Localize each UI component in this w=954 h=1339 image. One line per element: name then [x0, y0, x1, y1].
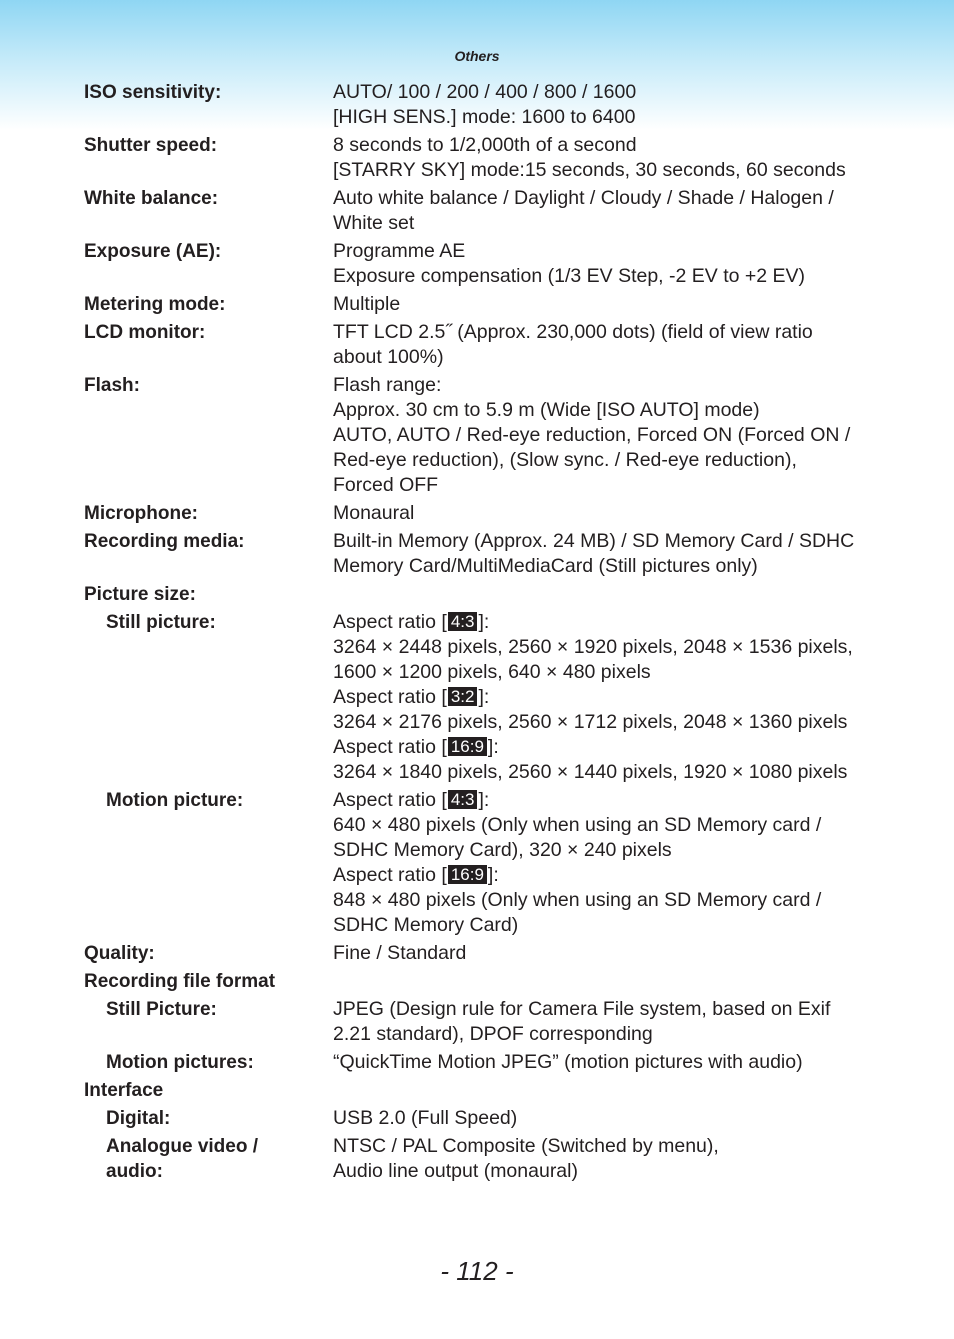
spec-label: Interface	[84, 1080, 164, 1101]
section-label: Others	[454, 48, 500, 64]
spec-value-line: Approx. 30 cm to 5.9 m (Wide [ISO AUTO] mode)	[333, 399, 760, 421]
spec-row	[84, 582, 884, 607]
spec-label: Recording media:	[84, 531, 245, 552]
spec-row	[84, 239, 884, 289]
spec-row	[84, 133, 884, 183]
aspect-ratio-icon: 3:2	[448, 687, 478, 706]
spec-row	[84, 529, 884, 579]
spec-value-line: [HIGH SENS.] mode: 1600 to 6400	[333, 106, 636, 128]
spec-label: Still Picture:	[106, 999, 217, 1020]
spec-value	[333, 133, 884, 183]
spec-value	[333, 610, 884, 785]
spec-label: Motion pictures:	[106, 1052, 254, 1073]
spec-value	[333, 1134, 884, 1184]
spec-value-line: AUTO/ 100 / 200 / 400 / 800 / 1600	[333, 81, 637, 103]
spec-label: LCD monitor:	[84, 322, 206, 343]
spec-label: ISO sensitivity:	[84, 82, 222, 103]
spec-value	[333, 582, 884, 607]
spec-value-line: 3264 × 1840 pixels, 2560 × 1440 pixels, 1920 × 1080 pixels	[333, 761, 848, 783]
spec-value	[333, 501, 884, 526]
spec-label: Quality:	[84, 943, 155, 964]
spec-value-line: 3264 × 2448 pixels, 2560 × 1920 pixels, 2048 × 1536 pixels,	[333, 636, 853, 658]
spec-value-line: Aspect ratio [ 16:9 ]:	[333, 864, 499, 886]
spec-label: Metering mode:	[84, 294, 226, 315]
spec-row	[84, 373, 884, 498]
spec-value-line: White set	[333, 212, 415, 234]
spec-value	[333, 529, 884, 579]
spec-label: Exposure (AE):	[84, 241, 222, 262]
spec-value-line: JPEG (Design rule for Camera File system, based on Exif	[333, 998, 831, 1020]
spec-value-line: Aspect ratio [ 4:3 ]:	[333, 789, 490, 811]
spec-value-line: Programme AE	[333, 240, 466, 262]
spec-row	[84, 1050, 884, 1075]
spec-value	[333, 1106, 884, 1131]
spec-row	[84, 292, 884, 317]
spec-value-line: Built-in Memory (Approx. 24 MB) / SD Memory Card / SDHC	[333, 530, 855, 552]
spec-row	[84, 1134, 884, 1184]
spec-row	[84, 1106, 884, 1131]
spec-row	[84, 1078, 884, 1103]
spec-value	[333, 80, 884, 130]
spec-value-line: Forced OFF	[333, 474, 439, 496]
spec-value-line: Memory Card/MultiMediaCard (Still pictures only)	[333, 555, 758, 577]
spec-row	[84, 80, 884, 130]
spec-row	[84, 969, 884, 994]
spec-value	[333, 1050, 884, 1075]
spec-label: Recording file format	[84, 971, 276, 992]
spec-label: Picture size:	[84, 584, 196, 605]
spec-value	[333, 788, 884, 938]
spec-value	[333, 969, 884, 994]
spec-value-line: Monaural	[333, 502, 415, 524]
spec-value-line: Aspect ratio [ 4:3 ]:	[333, 611, 490, 633]
spec-value-line: Aspect ratio [ 3:2 ]:	[333, 686, 490, 708]
spec-row	[84, 610, 884, 785]
spec-value-line: Flash range:	[333, 374, 442, 396]
spec-row	[84, 320, 884, 370]
spec-value-line: 848 × 480 pixels (Only when using an SD Memory card /	[333, 889, 822, 911]
spec-label: Microphone:	[84, 503, 198, 524]
spec-label: Analogue video / audio:	[106, 1136, 259, 1182]
spec-label: Still picture:	[106, 612, 216, 633]
aspect-ratio-icon: 16:9	[448, 737, 487, 756]
spec-value-line: Exposure compensation (1/3 EV Step, -2 EV to +2 EV)	[333, 265, 806, 287]
spec-row	[84, 997, 884, 1047]
spec-row	[84, 788, 884, 938]
spec-value	[333, 186, 884, 236]
spec-value-line: USB 2.0 (Full Speed)	[333, 1107, 518, 1129]
aspect-ratio-icon: 4:3	[448, 790, 478, 809]
spec-value-line: SDHC Memory Card), 320 × 240 pixels	[333, 839, 672, 861]
page-number: - 112 -	[440, 1256, 514, 1286]
spec-label: Flash:	[84, 375, 140, 396]
aspect-ratio-icon: 4:3	[448, 612, 478, 631]
spec-value-line: 2.21 standard), DPOF corresponding	[333, 1023, 653, 1045]
spec-value-line: about 100%)	[333, 346, 444, 368]
spec-value	[333, 1078, 884, 1103]
spec-value	[333, 373, 884, 498]
spec-value-line: SDHC Memory Card)	[333, 914, 519, 936]
spec-label: White balance:	[84, 188, 219, 209]
spec-list	[84, 80, 884, 1187]
spec-value	[333, 997, 884, 1047]
spec-value	[333, 239, 884, 289]
spec-value-line: Red-eye reduction), (Slow sync. / Red-eye reduction),	[333, 449, 797, 471]
spec-value-line: AUTO, AUTO / Red-eye reduction, Forced ON (Forced ON /	[333, 424, 851, 446]
spec-value-line: “QuickTime Motion JPEG” (motion pictures with audio)	[333, 1051, 803, 1073]
spec-value-line: Aspect ratio [ 16:9 ]:	[333, 736, 499, 758]
spec-value-line: 640 × 480 pixels (Only when using an SD Memory card /	[333, 814, 822, 836]
spec-row	[84, 941, 884, 966]
spec-value-line: NTSC / PAL Composite (Switched by menu),	[333, 1135, 719, 1157]
spec-label: Digital:	[106, 1108, 171, 1129]
spec-value-line: Auto white balance / Daylight / Cloudy / Shade / Halogen /	[333, 187, 834, 209]
spec-row	[84, 186, 884, 236]
spec-value-line: 1600 × 1200 pixels, 640 × 480 pixels	[333, 661, 651, 683]
spec-row	[84, 501, 884, 526]
spec-value-line: [STARRY SKY] mode:15 seconds, 30 seconds, 60 seconds	[333, 159, 846, 181]
spec-label: Shutter speed:	[84, 135, 218, 156]
spec-value-line: Multiple	[333, 293, 401, 315]
spec-label: Motion picture:	[106, 790, 244, 811]
spec-value-line: Fine / Standard	[333, 942, 467, 964]
aspect-ratio-icon: 16:9	[448, 865, 487, 884]
spec-value	[333, 292, 884, 317]
spec-value-line: 3264 × 2176 pixels, 2560 × 1712 pixels, 2048 × 1360 pixels	[333, 711, 848, 733]
spec-value	[333, 320, 884, 370]
spec-value-line: TFT LCD 2.5˝ (Approx. 230,000 dots) (field of view ratio	[333, 321, 813, 343]
spec-value-line: Audio line output (monaural)	[333, 1160, 578, 1182]
spec-value	[333, 941, 884, 966]
spec-value-line: 8 seconds to 1/2,000th of a second	[333, 134, 637, 156]
